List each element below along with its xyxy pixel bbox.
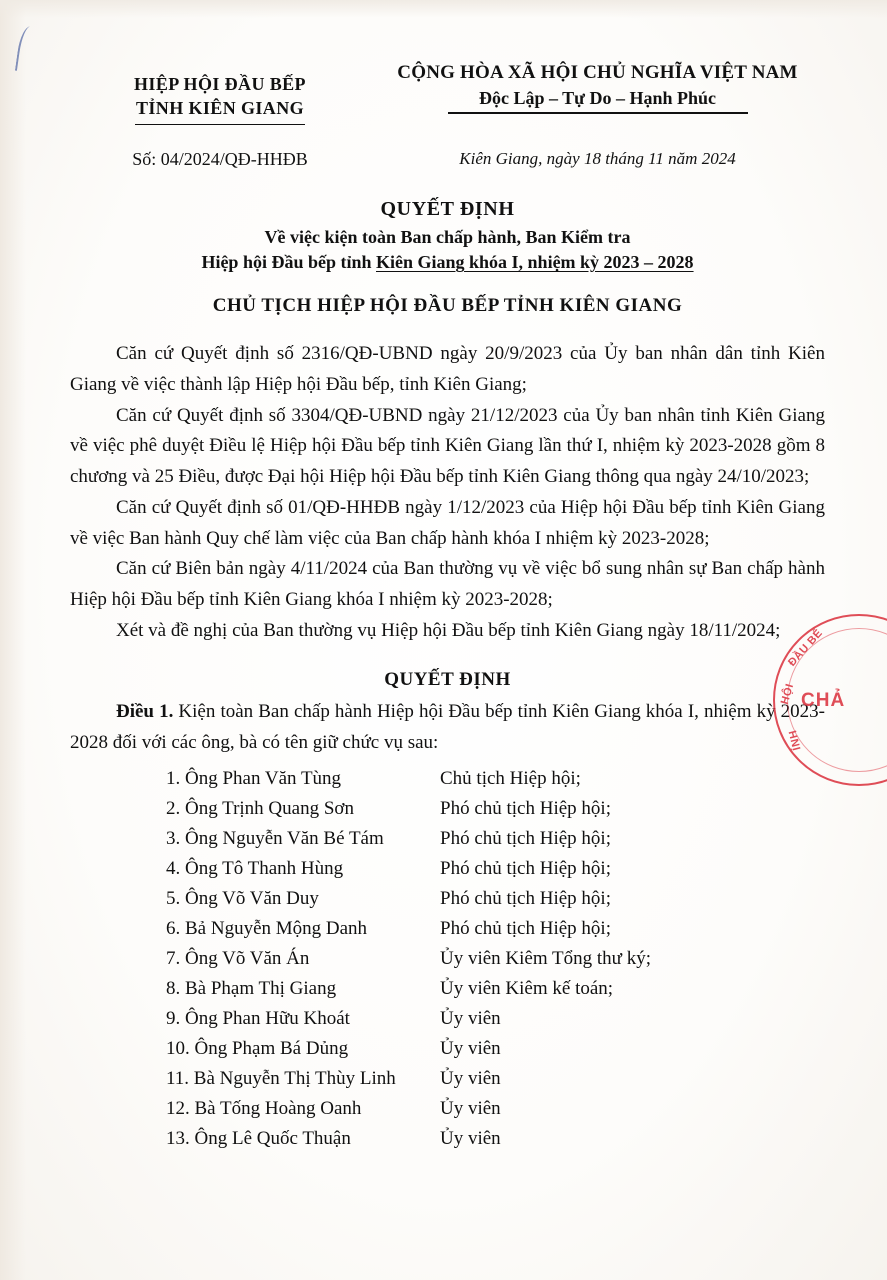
seal-text-bottom: ỈNH (786, 728, 804, 752)
list-item (70, 914, 825, 944)
title-block (70, 198, 825, 317)
preamble-section (70, 339, 825, 647)
list-item (70, 974, 825, 1004)
document-title: QUYẾT ĐỊNH (380, 198, 515, 221)
member-name: 12. Bà Tống Hoàng Oanh (166, 1098, 362, 1120)
member-role: Ủy viên (440, 1128, 501, 1150)
decision-keyword: QUYẾT ĐỊNH (384, 668, 511, 690)
member-name: 6. Bả Nguyễn Mộng Danh (166, 918, 368, 940)
member-name: 4. Ông Tô Thanh Hùng (166, 858, 344, 880)
member-name: 7. Ông Võ Văn Án (166, 948, 310, 970)
document-subtitle-2 (70, 252, 825, 273)
member-role: Ủy viên Kiêm kế toán; (440, 978, 614, 1000)
subtitle-2-plain: Hiệp hội Đầu bếp tỉnh (201, 252, 376, 273)
list-item (70, 944, 825, 974)
list-item (70, 1034, 825, 1064)
org-name-line1: HIỆP HỘI ĐẦU BẾP (134, 74, 306, 94)
list-item (70, 794, 825, 824)
preamble-paragraph: Căn cứ Quyết định số 01/QĐ-HHĐB ngày 1/12/2023 của Hiệp hội Đầu bếp tỉnh Kiên Giang về việc Ban hành Quy chế làm việc của Ban chấp hành khóa I nhiệm kỳ 2023-2028; (70, 496, 825, 549)
member-role: Ủy viên (440, 1068, 501, 1090)
seal-text-top: ĐẦU BẾ (786, 627, 826, 669)
document-header (70, 62, 825, 125)
preamble-paragraph: Căn cứ Quyết định số 2316/QĐ-UBND ngày 20/9/2023 của Ủy ban nhân dân tỉnh Kiên Giang về việc thành lập Hiệp hội Đầu bếp, tỉnh Kiên Giang; (70, 343, 825, 395)
seal-text-center: CHẢ (801, 690, 846, 711)
member-name: 2. Ông Trịnh Quang Sơn (166, 798, 354, 820)
issuing-authority: CHỦ TỊCH HIỆP HỘI ĐẦU BẾP TỈNH KIÊN GIANG (212, 295, 683, 317)
member-role: Phó chủ tịch Hiệp hội; (440, 858, 611, 880)
document-subtitle-1: Về việc kiện toàn Ban chấp hành, Ban Kiểm tra (264, 227, 631, 248)
member-role: Phó chủ tịch Hiệp hội; (440, 888, 611, 910)
list-item (70, 854, 825, 884)
member-name: 13. Ông Lê Quốc Thuận (166, 1128, 351, 1150)
org-name-underline (135, 124, 305, 126)
member-role: Phó chủ tịch Hiệp hội; (440, 798, 611, 820)
preamble-paragraph: Căn cứ Biên bản ngày 4/11/2024 của Ban thường vụ về việc bổ sung nhân sự Ban chấp hành Hiệp hội Đầu bếp tỉnh Kiên Giang khóa I nhiệm kỳ 2023-2028; (70, 558, 825, 611)
list-item (70, 1094, 825, 1124)
member-name: 5. Ông Võ Văn Duy (166, 888, 319, 910)
list-item (70, 1124, 825, 1154)
member-role: Ủy viên (440, 1098, 501, 1120)
member-role: Phó chủ tịch Hiệp hội; (440, 828, 611, 850)
list-item (70, 824, 825, 854)
list-item (70, 1004, 825, 1034)
list-item (70, 764, 825, 794)
member-name: 3. Ông Nguyễn Văn Bé Tám (166, 828, 384, 850)
member-role: Phó chủ tịch Hiệp hội; (440, 918, 611, 940)
national-heading (370, 62, 825, 114)
article-1-label: Điều 1. (116, 700, 174, 722)
list-item (70, 1064, 825, 1094)
subtitle-2-underlined: Kiên Giang khóa I, nhiệm kỳ 2023 – 2028 (376, 252, 694, 273)
member-name: 11. Bà Nguyễn Thị Thùy Linh (166, 1068, 396, 1090)
list-item (70, 884, 825, 914)
member-role: Ủy viên Kiêm Tổng thư ký; (440, 948, 652, 970)
article-1 (70, 697, 825, 759)
member-name: 8. Bà Phạm Thị Giang (166, 978, 337, 1000)
member-name: 1. Ông Phan Văn Tùng (166, 768, 342, 790)
national-motto: Độc Lập – Tự Do – Hạnh Phúc (478, 88, 716, 108)
member-role: Ủy viên (440, 1008, 501, 1030)
document-subheader (70, 149, 825, 170)
org-name-line2: TỈNH KIÊN GIANG (135, 98, 305, 119)
member-list (70, 764, 825, 1154)
member-name: 9. Ông Phan Hữu Khoát (166, 1008, 350, 1030)
member-role: Chủ tịch Hiệp hội; (440, 768, 581, 790)
nation-title: CỘNG HÒA XÃ HỘI CHỦ NGHĨA VIỆT NAM (397, 62, 798, 83)
issuing-organization (70, 62, 370, 125)
place-and-date: Kiên Giang, ngày 18 tháng 11 năm 2024 (459, 149, 736, 169)
article-1-text: Kiện toàn Ban chấp hành Hiệp hội Đầu bếp tỉnh Kiên Giang khóa I, nhiệm kỳ 2023-2028 đối với các ông, bà có tên giữ chức vụ sau: (70, 700, 825, 753)
preamble-paragraph: Căn cứ Quyết định số 3304/QĐ-UBND ngày 21/12/2023 của Ủy ban nhân tỉnh Kiên Giang về việc phê duyệt Điều lệ Hiệp hội Đầu bếp tỉnh Kiên Giang lần thứ I, nhiệm kỳ 2023-2028 gồm 8 chương và 25 Điều, được Đại hội Hiệp hội Đầu bếp tỉnh Kiên Giang thông qua ngày 24/10/2023; (70, 404, 825, 488)
member-role: Ủy viên (440, 1038, 501, 1060)
motto-underline (448, 112, 748, 114)
member-name: 10. Ông Phạm Bá Dủng (166, 1038, 349, 1060)
seal-text-left: HỘI (778, 682, 797, 706)
preamble-paragraph: Xét và đề nghị của Ban thường vụ Hiệp hội Đầu bếp tỉnh Kiên Giang ngày 18/11/2024; (116, 619, 781, 641)
document-number: Số: 04/2024/QĐ-HHĐB (132, 149, 308, 170)
